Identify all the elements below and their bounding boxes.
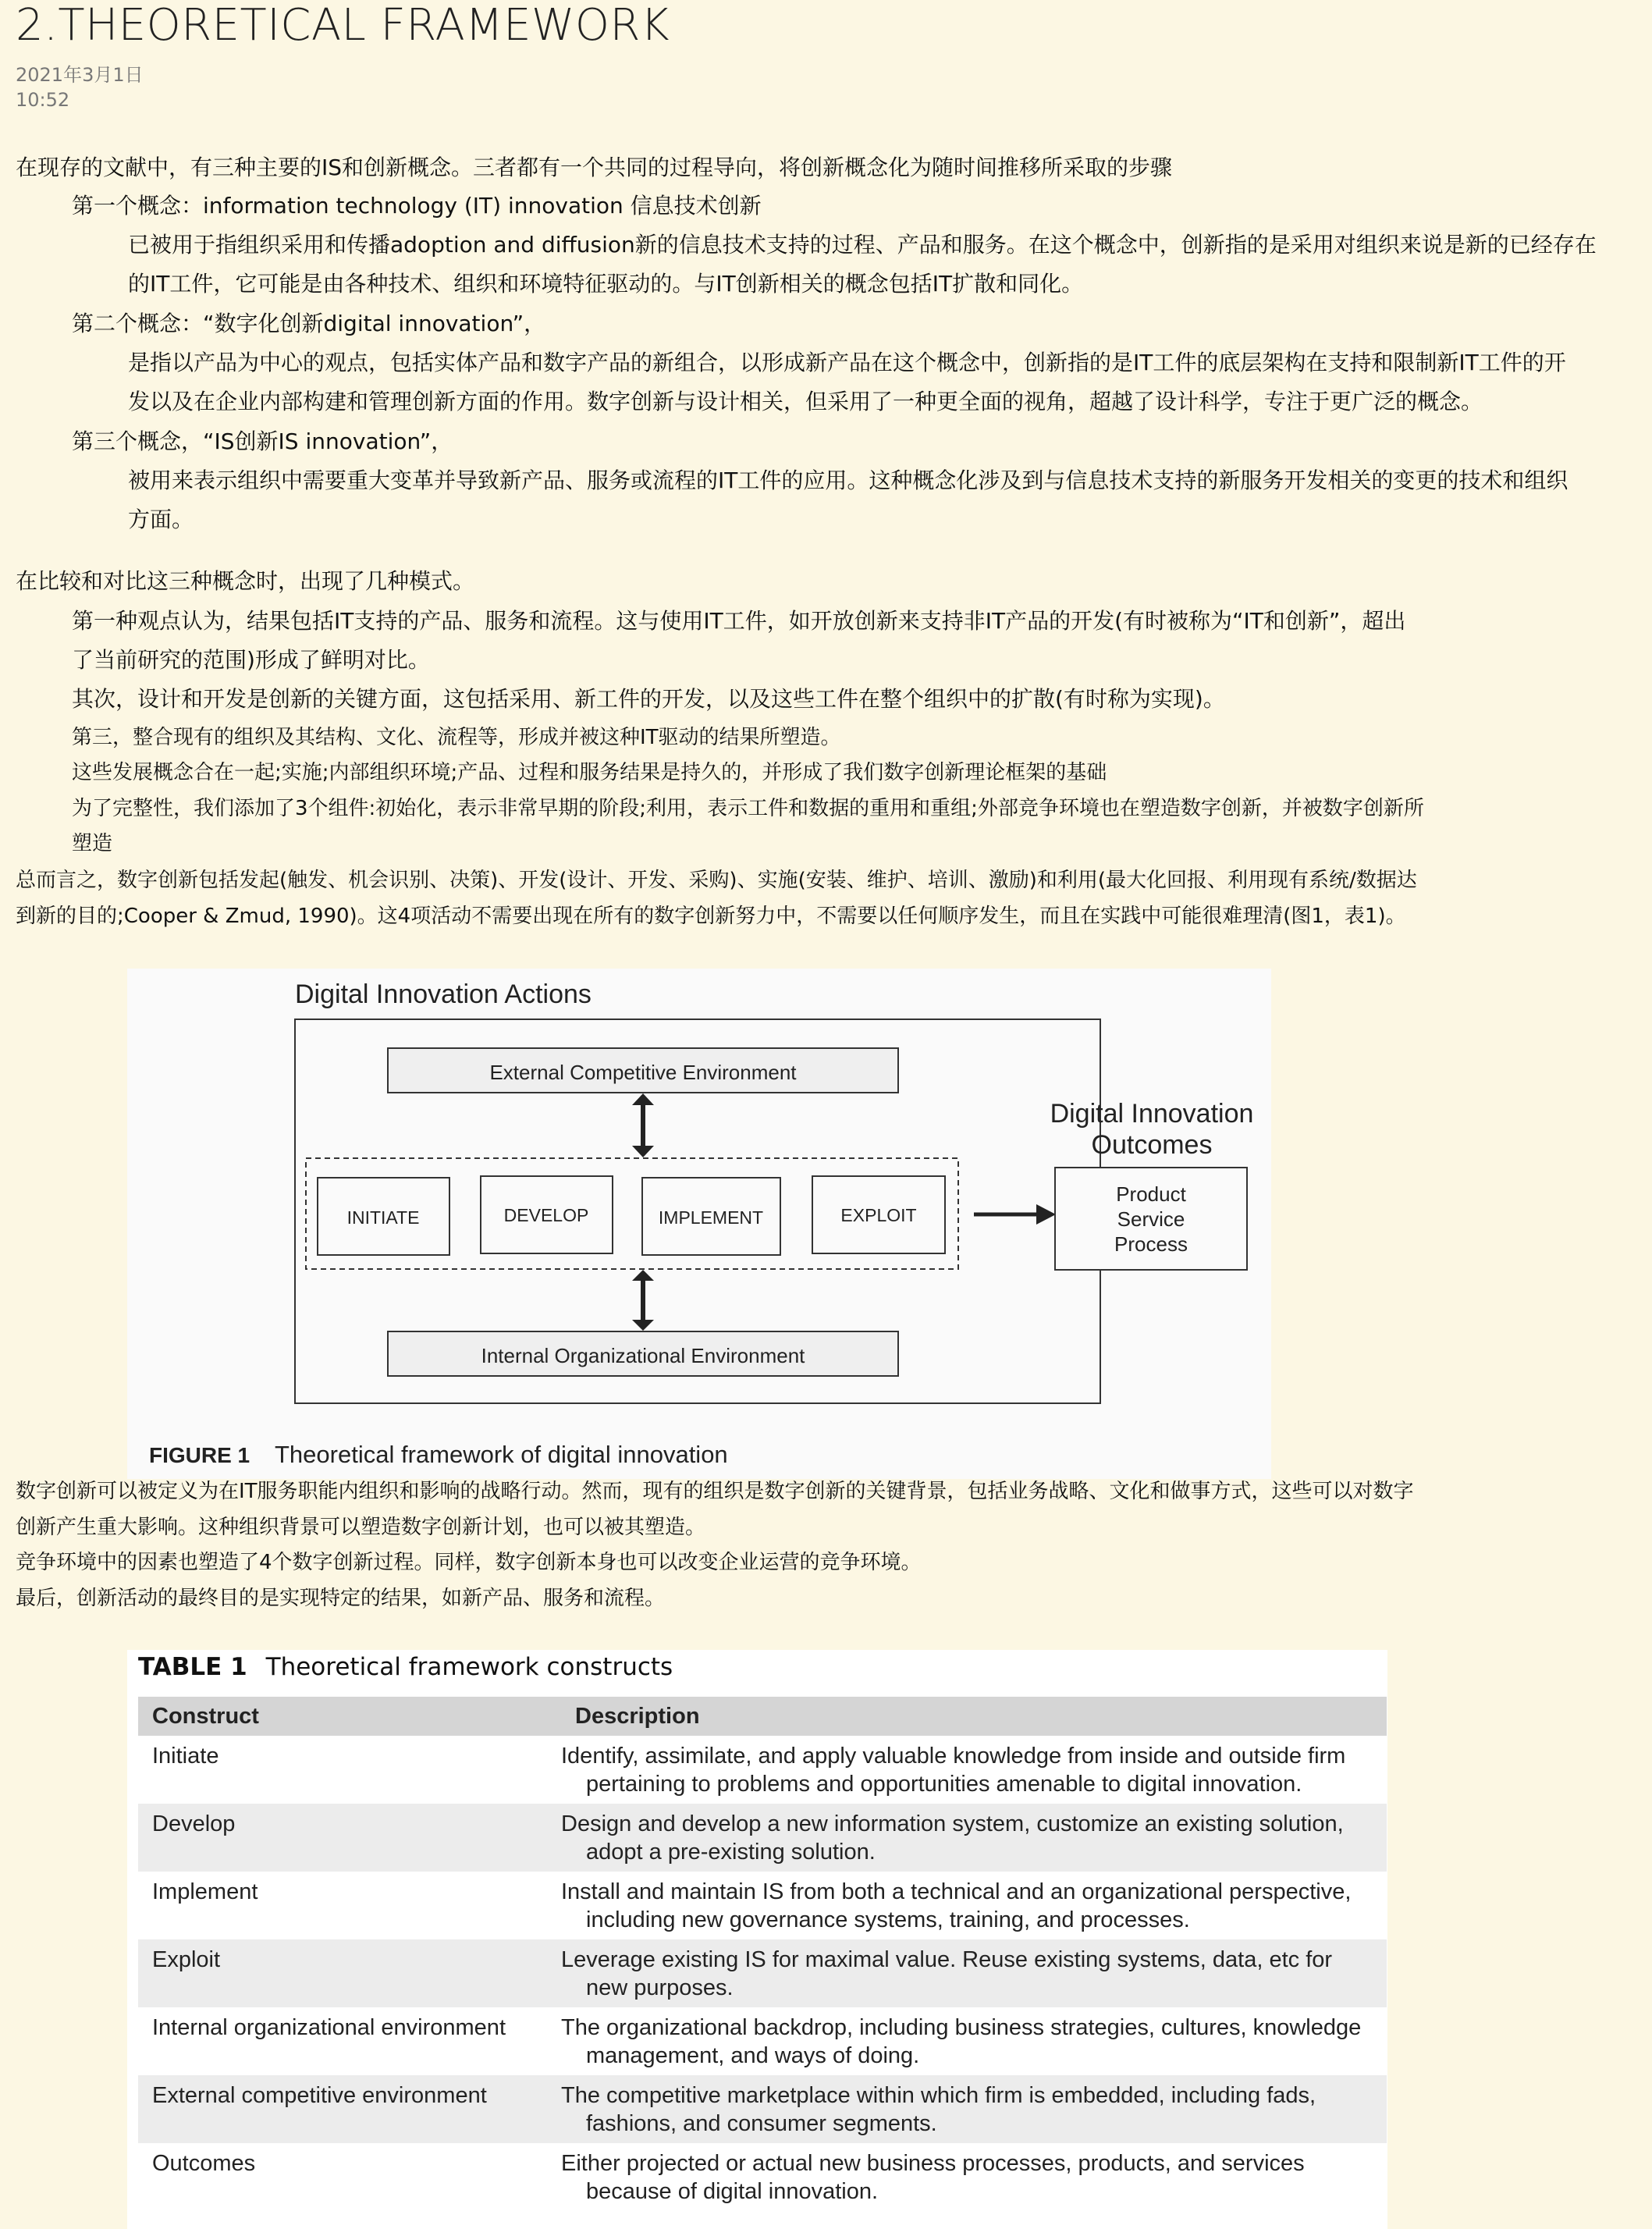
table-label: TABLE 1	[138, 1653, 247, 1681]
construct-cell: External competitive environment	[138, 2075, 561, 2143]
paragraph-line: 为了完整性，我们添加了3个组件:初始化，表示非常早期的阶段;利用，表示工件和数据的重用和重组;外部竞争环境也在塑造数字创新，并被数字创新所	[72, 797, 1424, 820]
constructs-table	[138, 1697, 1387, 2211]
outcome-product: Product	[1116, 1182, 1186, 1206]
paragraph-line: 到新的目的;Cooper & Zmud, 1990)。这4项活动不需要出现在所有的数字创新努力中，不需要以任何顺序发生，而且在实践中可能很难理清(图1，表1)。	[16, 905, 1406, 928]
paragraph-line: 第一种观点认为，结果包括IT支持的产品、服务和流程。这与使用IT工件，如开放创新来支持非IT产品的开发(有时被称为“IT和创新”，超出	[72, 608, 1406, 634]
description-line-1: Design and develop a new information system, customize an existing solution,	[561, 1811, 1344, 1836]
description-line-1: Install and maintain IS from both a technical and an organizational perspective,	[561, 1879, 1352, 1904]
framework-diagram	[127, 969, 1271, 1479]
outcomes-title-2: Outcomes	[1091, 1130, 1213, 1160]
description-line-1: Either projected or actual new business processes, products, and services	[561, 2151, 1305, 2176]
paragraph-line: 的IT工件，它可能是由各种技术、组织和环境特征驱动的。与IT创新相关的概念包括IT扩散和同化。	[128, 271, 1084, 297]
construct-cell: Internal organizational environment	[152, 2015, 506, 2040]
paragraph-line: 创新产生重大影响。这种组织背景可以塑造数字创新计划，也可以被其塑造。	[16, 1516, 706, 1539]
paragraph-line: 最后，创新活动的最终目的是实现特定的结果，如新产品、服务和流程。	[16, 1587, 666, 1610]
table-row	[138, 1736, 1387, 1804]
table-row	[138, 2075, 1387, 2143]
description-line-1: Leverage existing IS for maximal value. Reuse existing systems, data, etc for	[561, 1947, 1333, 1972]
header-description: Description	[561, 1697, 1387, 1736]
external-label: External Competitive Environment	[489, 1061, 797, 1084]
header-construct: Construct	[138, 1697, 561, 1736]
description-cell	[561, 1804, 1387, 1872]
paragraph-line: 第三个概念，“IS创新IS innovation”，	[72, 428, 453, 454]
internal-label: Internal Organizational Environment	[481, 1344, 805, 1367]
description-line-2: including new governance systems, training, and processes.	[586, 1907, 1190, 1932]
outcome-service: Service	[1117, 1207, 1185, 1231]
description-line-2: pertaining to problems and opportunities amenable to digital innovation.	[586, 1772, 1302, 1797]
description-cell	[561, 2143, 1387, 2211]
table-row	[138, 2007, 1387, 2075]
table-row	[138, 1872, 1387, 1939]
step-develop: DEVELOP	[503, 1205, 589, 1225]
paragraph-line: 其次，设计和开发是创新的关键方面，这包括采用、新工件的开发，以及这些工件在整个组织中的扩散(有时称为实现)。	[72, 686, 1225, 712]
actions-title: Digital Innovation Actions	[295, 979, 592, 1009]
paragraph-line: 发以及在企业内部构建和管理创新方面的作用。数字创新与设计相关，但采用了一种更全面的视角，超越了设计科学，专注于更广泛的概念。	[128, 389, 1483, 414]
description-line-1: The competitive marketplace within which firm is embedded, including fads,	[561, 2083, 1316, 2108]
table-1	[127, 1650, 1387, 2229]
description-line-2: fashions, and consumer segments.	[586, 2111, 937, 2136]
table-row	[138, 1939, 1387, 2007]
paragraph-line: 被用来表示组织中需要重大变革并导致新产品、服务或流程的IT工件的应用。这种概念化涉及到与信息技术支持的新服务开发相关的变更的技术和组织	[128, 467, 1569, 493]
description-line-2: management, and ways of doing.	[586, 2043, 920, 2068]
paragraph-line: 第三，整合现有的组织及其结构、文化、流程等，形成并被这种IT驱动的结果所塑造。	[72, 726, 841, 749]
table-title-text: Theoretical framework constructs	[265, 1653, 673, 1681]
description-cell	[561, 1939, 1387, 2007]
construct-cell: Exploit	[138, 1939, 561, 2007]
construct-cell: Develop	[138, 1804, 561, 1872]
paragraph-line: 数字创新可以被定义为在IT服务职能内组织和影响的战略行动。然而，现有的组织是数字创新的关键背景，包括业务战略、文化和做事方式，这些可以对数字	[16, 1480, 1414, 1503]
outcomes-title-1: Digital Innovation	[1050, 1099, 1254, 1129]
figure-caption-label: FIGURE 1	[149, 1443, 250, 1467]
paragraph-line: 方面。	[128, 507, 194, 532]
page-date: 2021年3月1日	[16, 64, 144, 86]
step-exploit: EXPLOIT	[840, 1205, 917, 1225]
paragraph-line: 在现存的文献中，有三种主要的IS和创新概念。三者都有一个共同的过程导向，将创新概念化为随时间推移所采取的步骤	[16, 155, 1173, 180]
description-cell	[561, 2007, 1387, 2075]
page-title: 2.THEORETICAL FRAMEWORK	[16, 0, 670, 51]
construct-cell: Outcomes	[152, 2151, 256, 2176]
description-cell	[561, 2075, 1387, 2143]
construct-cell: Initiate	[152, 1744, 219, 1769]
table-row	[138, 1804, 1387, 1872]
construct-cell: Implement	[152, 1879, 258, 1904]
step-implement: IMPLEMENT	[658, 1207, 764, 1228]
paragraph-line: 第一个概念：information technology (IT) innovation 信息技术创新	[72, 193, 762, 219]
description-line-1: The organizational backdrop, including business strategies, cultures, knowledge	[561, 2015, 1362, 2040]
step-initiate: INITIATE	[346, 1207, 420, 1228]
table-title	[138, 1653, 673, 1681]
paragraph-line: 了当前研究的范围)形成了鲜明对比。	[72, 647, 430, 673]
figure-caption-text: Theoretical framework of digital innovation	[275, 1441, 728, 1468]
paragraph-line: 竞争环境中的因素也塑造了4个数字创新过程。同样，数字创新本身也可以改变企业运营的竞争环境。	[16, 1551, 922, 1574]
page-time: 10:52	[16, 89, 70, 111]
description-line-1: Identify, assimilate, and apply valuable knowledge from inside and outside firm	[561, 1744, 1346, 1769]
paragraph-line: 已被用于指组织采用和传播adoption and diffusion新的信息技术支持的过程、产品和服务。在这个概念中，创新指的是采用对组织来说是新的已经存在	[128, 232, 1597, 258]
description-line-2: new purposes.	[586, 1975, 734, 2000]
description-cell	[561, 1872, 1387, 1939]
paragraph-line: 塑造	[72, 832, 113, 855]
table-header-row	[138, 1697, 1387, 1736]
paragraph-line: 第二个概念：“数字化创新digital innovation”，	[72, 311, 546, 336]
outcome-process: Process	[1114, 1232, 1188, 1256]
description-cell	[561, 1736, 1387, 1804]
description-line-2: adopt a pre-existing solution.	[586, 1840, 876, 1865]
paragraph-line: 总而言之，数字创新包括发起(触发、机会识别、决策)、开发(设计、开发、采购)、实施(安装、维护、培训、激励)和利用(最大化回报、利用现有系统/数据达	[16, 869, 1417, 892]
description-line-2: because of digital innovation.	[586, 2179, 879, 2204]
table-row	[138, 2143, 1387, 2211]
paragraph-line: 这些发展概念合在一起;实施;内部组织环境;产品、过程和服务结果是持久的，并形成了我们数字创新理论框架的基础	[72, 761, 1107, 784]
paragraph-line: 在比较和对比这三种概念时，出现了几种模式。	[16, 568, 475, 594]
figure-1	[127, 969, 1271, 1479]
paragraph-line: 是指以产品为中心的观点，包括实体产品和数字产品的新组合，以形成新产品在这个概念中，创新指的是IT工件的底层架构在支持和限制新IT工件的开	[128, 350, 1566, 375]
